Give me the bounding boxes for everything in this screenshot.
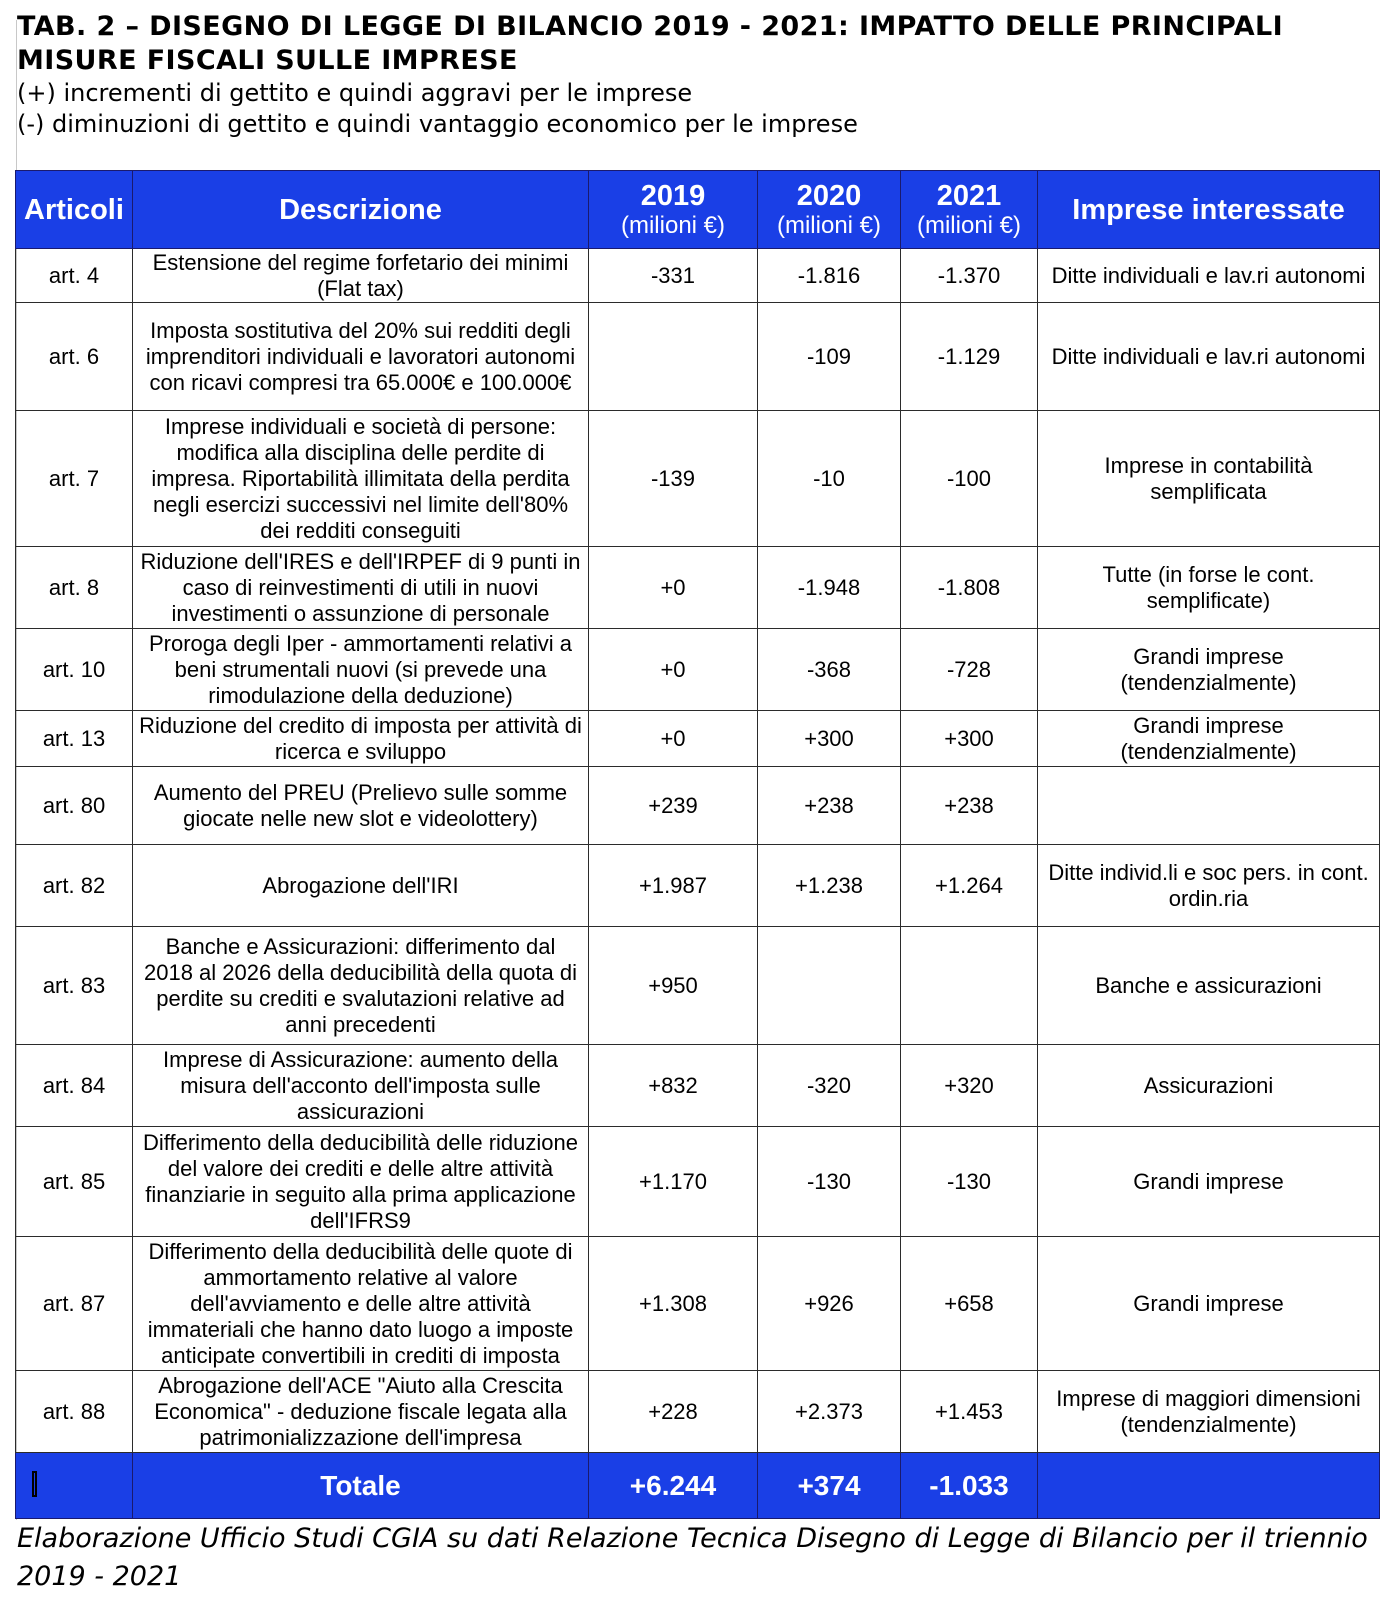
header-imprese: Imprese interessate [1038,171,1380,249]
header-2019-unit: (milioni €) [620,211,725,239]
cell-art: art. 6 [16,303,133,411]
header-row [16,171,1380,249]
total-label: Totale [133,1453,589,1519]
header-2021-year: 2021 [936,179,1002,212]
cell-2019: +0 [589,547,758,629]
cell-2021: -130 [901,1127,1038,1237]
cell-desc: Riduzione del credito di imposta per attività di ricerca e sviluppo [133,711,589,767]
cell-2021: -100 [901,411,1038,547]
header-2021 [901,171,1038,249]
cell-art: art. 4 [16,249,133,303]
cell-2019: +239 [589,767,758,845]
cell-2019: -331 [589,249,758,303]
cell-desc: Abrogazione dell'IRI [133,845,589,927]
total-2019: +6.244 [589,1453,758,1519]
total-imprese [1038,1453,1380,1519]
cell-art: art. 80 [16,767,133,845]
table-row [16,711,1380,767]
cell-2021: +300 [901,711,1038,767]
cell-art: art. 8 [16,547,133,629]
cell-2021: -1.808 [901,547,1038,629]
cell-2021: -1.370 [901,249,1038,303]
table-row [16,547,1380,629]
cell-desc: Differimento della deducibilità delle quote di ammortamento relative al valore dell'avviamento e delle altre attività immateriali che hanno dato luogo a imposte anticipate convertibili in crediti di imposta [133,1237,589,1371]
cell-desc: Imprese individuali e società di persone: modifica alla disciplina delle perdite di impresa. Riportabilità illimitata della perdita negli esercizi successivi nel limite dell'80% dei redditi conseguiti [133,411,589,547]
cell-imprese: Ditte individ.li e soc pers. in cont. ordin.ria [1038,845,1380,927]
cell-imprese: Grandi imprese (tendenzialmente) [1038,629,1380,711]
total-2020: +374 [758,1453,901,1519]
cell-imprese: Ditte individuali e lav.ri autonomi [1038,303,1380,411]
cell-2020: +238 [758,767,901,845]
title-block [17,10,1377,140]
total-row [16,1453,1380,1519]
cell-imprese: Tutte (in forse le cont. semplificate) [1038,547,1380,629]
cell-2020: -368 [758,629,901,711]
table-row [16,303,1380,411]
table-row [16,1127,1380,1237]
source-note: Elaborazione Ufficio Studi CGIA su dati Relazione Tecnica Disegno di Legge di Bilancio per il triennio 2019 - 2021 [17,1523,1368,1592]
table-row [16,629,1380,711]
table-title: TAB. 2 – DISEGNO DI LEGGE DI BILANCIO 2019 - 2021: IMPATTO DELLE PRINCIPALI MISURE FISCALI SULLE IMPRESE [17,11,1284,76]
cell-2021: +320 [901,1045,1038,1127]
cell-2020: +300 [758,711,901,767]
cell-desc: Banche e Assicurazioni: differimento dal 2018 al 2026 della deducibilità della quota di perdite su crediti e svalutazioni relative ad anni precedenti [133,927,589,1045]
cell-2019: +832 [589,1045,758,1127]
total-2021: -1.033 [901,1453,1038,1519]
cell-imprese: Banche e assicurazioni [1038,927,1380,1045]
cell-imprese: Grandi imprese [1038,1237,1380,1371]
cell-2021: +658 [901,1237,1038,1371]
cell-2020 [758,927,901,1045]
cell-2021: +238 [901,767,1038,845]
cell-2020: +926 [758,1237,901,1371]
cell-imprese: Assicurazioni [1038,1045,1380,1127]
cell-art: art. 84 [16,1045,133,1127]
table-row [16,1237,1380,1371]
cell-2019: +0 [589,711,758,767]
cell-2020: -130 [758,1127,901,1237]
cell-imprese [1038,767,1380,845]
cell-imprese: Grandi imprese [1038,1127,1380,1237]
cell-2021: -1.129 [901,303,1038,411]
cell-desc: Imposta sostitutiva del 20% sui redditi degli imprenditori individuali e lavoratori autonomi con ricavi compresi tra 65.000€ e 100.000€ [133,303,589,411]
cell-2019: +1.170 [589,1127,758,1237]
header-2020 [758,171,901,249]
table-row [16,411,1380,547]
cell-2020: -1.816 [758,249,901,303]
cell-2020: -10 [758,411,901,547]
cell-2020: -109 [758,303,901,411]
cell-desc: Proroga degli Iper - ammortamenti relativi a beni strumentali nuovi (si prevede una rimodulazione della deduzione) [133,629,589,711]
cell-desc: Aumento del PREU (Prelievo sulle somme giocate nelle new slot e videolottery) [133,767,589,845]
header-articoli: Articoli [16,171,133,249]
cell-desc: Estensione del regime forfetario dei minimi (Flat tax) [133,249,589,303]
cell-art: art. 10 [16,629,133,711]
cell-art: art. 82 [16,845,133,927]
cell-2019: +228 [589,1371,758,1453]
header-descrizione: Descrizione [133,171,589,249]
legend-plus: (+) incrementi di gettito e quindi aggravi per le imprese [17,79,693,107]
legend-minus: (-) diminuzioni di gettito e quindi vantaggio economico per le imprese [17,110,858,138]
cell-2019: +1.987 [589,845,758,927]
cell-2020: +2.373 [758,1371,901,1453]
cursor-marker-icon [32,1471,37,1497]
cell-art: art. 7 [16,411,133,547]
cell-desc: Riduzione dell'IRES e dell'IRPEF di 9 punti in caso di reinvestimenti di utili in nuovi investimenti o assunzione di personale [133,547,589,629]
cell-2019: +0 [589,629,758,711]
cell-2019: +1.308 [589,1237,758,1371]
cell-imprese: Grandi imprese (tendenzialmente) [1038,711,1380,767]
cell-art: art. 83 [16,927,133,1045]
table-row [16,927,1380,1045]
table-row [16,767,1380,845]
cell-2020: -1.948 [758,547,901,629]
total-marker-cell [16,1453,133,1519]
cell-desc: Imprese di Assicurazione: aumento della misura dell'acconto dell'imposta sulle assicurazioni [133,1045,589,1127]
cell-2019: -139 [589,411,758,547]
cell-2019 [589,303,758,411]
header-2020-unit: (milioni €) [776,211,881,239]
cell-2019: +950 [589,927,758,1045]
cell-imprese: Ditte individuali e lav.ri autonomi [1038,249,1380,303]
cell-imprese: Imprese in contabilità semplificata [1038,411,1380,547]
header-2021-unit: (milioni €) [916,211,1021,239]
cell-2021: +1.453 [901,1371,1038,1453]
cell-art: art. 85 [16,1127,133,1237]
header-2020-year: 2020 [796,179,862,212]
table-row [16,1371,1380,1453]
header-2019-year: 2019 [640,179,706,212]
fiscal-measures-table [15,170,1380,1519]
table-row [16,1045,1380,1127]
cell-2020: +1.238 [758,845,901,927]
cell-2021: +1.264 [901,845,1038,927]
cell-imprese: Imprese di maggiori dimensioni (tendenzialmente) [1038,1371,1380,1453]
cell-art: art. 87 [16,1237,133,1371]
cell-desc: Abrogazione dell'ACE "Aiuto alla Crescita Economica" - deduzione fiscale legata alla patrimonializzazione dell'impresa [133,1371,589,1453]
header-2019 [589,171,758,249]
cell-desc: Differimento della deducibilità delle riduzione del valore dei crediti e delle altre attività finanziarie in seguito alla prima applicazione dell'IFRS9 [133,1127,589,1237]
cell-2020: -320 [758,1045,901,1127]
cell-art: art. 13 [16,711,133,767]
cell-2021: -728 [901,629,1038,711]
table-row [16,249,1380,303]
cell-2021 [901,927,1038,1045]
table-row [16,845,1380,927]
cell-art: art. 88 [16,1371,133,1453]
